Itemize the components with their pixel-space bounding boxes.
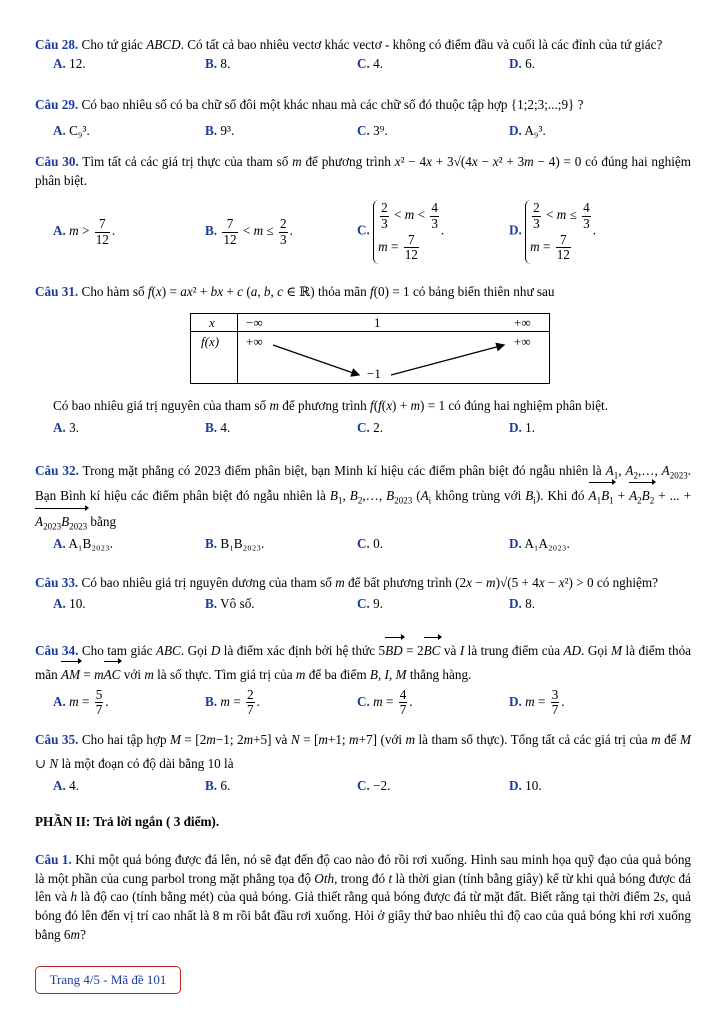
question-30 [35, 153, 691, 272]
option-c[interactable]: C. 2. [357, 420, 384, 436]
question-31-label: Câu 31. [35, 284, 79, 299]
part-2-question-1-label: Câu 1. [35, 852, 72, 867]
option-b[interactable]: B. B₁B₂₀₂₃. [205, 535, 265, 551]
question-34-stem: Câu 34. Cho tam giác ABC. Gọi D là điểm xác định bởi hệ thức 5BD = 2BC và I là trung điểm của AD. Gọi M là điểm thỏa mãn AM = mAC với m là số thực. Tìm giá trị của m để ba điểm B, I, M thẳng hàng. [35, 639, 691, 688]
question-32-stem: Câu 32. Trong mặt phẳng có 2023 điểm phân biệt, bạn Minh kí hiệu các điểm phân biệt đó ngẫu nhiên là $A_1$, $A_2,\dots$, $A_{2023}$. Bạn Bình kí hiệu các điểm phân biệt đó ngẫu nhiên là $B_1$, $B_2,\dots$, $B_{2023}$ ($A_i$ không trùng với $B_i$). Khi đó $A_1B_1 + A_2B_2$ + ... + $A_{2023}B_{2023}$ bằng [35, 459, 691, 535]
question-35-stem: Câu 35. Cho hai tập hợp M = [2m−1; 2m+5] và N = [m+1; m+7] (với m là tham số thực). Tổng tất cả các giá trị của m để M ∪ N là một đoạn có độ dài bằng 10 là [35, 732, 691, 772]
part-2-question-1-stem: Câu 1. Khi một quả bóng được đá lên, nó sẽ đạt đến độ cao nào đó rồi rơi xuống. Hình sau minh họa quỹ đạo của quả bóng là một phần của cung parbol trong mặt phẳng tọa độ Oth, trong đó t là thời gian (tính bằng giây) kể từ khi quả bóng được đá lên và h là độ cao (tính bằng mét) của quả bóng. Giả thiết rằng quả bóng được đá từ mặt đất. Biết rằng tại thời điểm 2s, quả bóng đó lên đến vị trí cao nhất là 8 m rồi bắt đầu rơi xuống. Hỏi ở giây thứ bao nhiêu thì độ cao của quả bóng khi rơi xuống bằng 6m? [35, 852, 692, 942]
question-33-stem: Câu 33. Có bao nhiêu giá trị nguyên dương của tham số m để bất phương trình (2x − m)√(5 + 4x − x²) > 0 có nghiệm? [35, 575, 658, 590]
question-28 [35, 36, 691, 74]
question-35-options [35, 777, 691, 796]
option-d[interactable]: D. 8. [509, 596, 536, 612]
option-a[interactable]: A. m > $\frac{7}{12}$ . [53, 216, 116, 247]
question-31 [35, 283, 691, 302]
table-fx-right: +∞ [514, 334, 531, 349]
question-34-options [35, 688, 691, 722]
option-d[interactable]: D. 6. [509, 55, 536, 71]
option-d[interactable]: D. m = $\frac{3}{7}$ . [509, 686, 565, 718]
arrow-increasing [391, 345, 504, 375]
question-33-options [35, 595, 691, 614]
arrow-decreasing [273, 345, 359, 375]
option-d[interactable]: D. A₉³. [509, 122, 546, 138]
option-b[interactable]: B. $\frac{7}{12}$ < m ≤ $\frac{2}{3}$ . [205, 216, 293, 247]
table-arrows [191, 314, 549, 383]
part-2-title: PHẦN II: Trả lời ngắn ( 3 điểm). [35, 814, 220, 829]
table-x-mid: 1 [374, 315, 381, 330]
option-c[interactable]: C. 3⁹. [357, 122, 388, 138]
question-31-options [35, 419, 691, 438]
option-a[interactable]: A. A₁B₂₀₂₃. [53, 535, 114, 551]
option-d[interactable]: D. A₁A₂₀₂₃. [509, 535, 570, 551]
question-29 [35, 96, 691, 141]
variation-table [190, 313, 550, 384]
question-29-options [35, 122, 691, 141]
question-30-label: Câu 30. [35, 154, 79, 169]
option-d[interactable]: D. $\frac{2}{3}$ < m ≤ $\frac{4}{3}$ m = $\frac{7}{12}$ . [509, 200, 597, 263]
question-31-question: Có bao nhiêu giá trị nguyên của tham số m để phương trình f(f(x) + m) = 1 có đúng hai nghiệm phân biệt. [53, 398, 609, 413]
page-footer: Trang 4/5 - Mã đề 101 [35, 966, 181, 994]
option-d[interactable]: D. 1. [509, 420, 536, 436]
option-b[interactable]: B. m = $\frac{2}{7}$ . [205, 686, 260, 718]
option-c[interactable]: C. 0. [357, 535, 384, 551]
question-30-stem: Câu 30. Tìm tất cả các giá trị thực của tham số m để phương trình x² − 4x + 3√(4x − x² + 3m − 4) = 0 có đúng hai nghiệm phân biệt. [35, 154, 691, 188]
option-c[interactable]: C. $\frac{2}{3}$ < m < $\frac{4}{3}$ m = $\frac{7}{12}$ . [357, 200, 445, 263]
question-32-label: Câu 32. [35, 463, 79, 478]
question-33-label: Câu 33. [35, 575, 79, 590]
table-x-right: +∞ [514, 315, 531, 330]
option-a[interactable]: A. C₉³. [53, 122, 90, 138]
option-c[interactable]: C. −2. [357, 777, 391, 793]
question-28-label: Câu 28. [35, 37, 79, 52]
table-fx-left: +∞ [246, 334, 263, 349]
question-30-options [35, 190, 691, 272]
question-28-stem: Câu 28. Cho tứ giác ABCD. Có tất cả bao nhiêu vectơ khác vectơ - không có điểm đầu và cuối là các đỉnh của tứ giác? [35, 37, 663, 52]
option-d[interactable]: D. 10. [509, 777, 542, 793]
question-29-stem: Câu 29. Có bao nhiêu số có ba chữ số đôi một khác nhau mà các chữ số đó thuộc tập hợp {1;2;3;...;9} ? [35, 97, 584, 112]
option-a[interactable]: A. 4. [53, 777, 80, 793]
table-x-left: −∞ [246, 315, 263, 330]
question-28-options [35, 55, 691, 74]
option-a[interactable]: A. 3. [53, 420, 80, 436]
option-a[interactable]: A. 10. [53, 596, 86, 612]
question-32 [35, 459, 691, 554]
question-35 [35, 728, 691, 796]
option-c[interactable]: C. 9. [357, 596, 384, 612]
option-a[interactable]: A. 12. [53, 55, 86, 71]
option-a[interactable]: A. m = $\frac{5}{7}$ . [53, 686, 109, 718]
table-x-label: x [209, 315, 215, 330]
question-32-options [35, 535, 691, 554]
question-33 [35, 571, 691, 614]
option-c[interactable]: C. m = $\frac{4}{7}$ . [357, 686, 413, 718]
question-31-stem: Câu 31. Cho hàm số f(x) = ax² + bx + c (a, b, c ∈ ℝ) thỏa mãn f(0) = 1 có bảng biến thiên như sau [35, 284, 555, 299]
question-34 [35, 639, 691, 722]
question-29-label: Câu 29. [35, 97, 79, 112]
option-c[interactable]: C. 4. [357, 55, 384, 71]
table-fx-min: −1 [367, 366, 381, 381]
option-b[interactable]: B. 6. [205, 777, 231, 793]
option-b[interactable]: B. 4. [205, 420, 231, 436]
option-b[interactable]: B. 8. [205, 55, 231, 71]
option-b[interactable]: B. Vô số. [205, 596, 255, 612]
table-fx-label: f(x) [201, 334, 220, 349]
question-31-body [35, 393, 691, 438]
part-2-question-1 [35, 851, 691, 945]
question-35-label: Câu 35. [35, 732, 79, 747]
option-b[interactable]: B. 9³. [205, 122, 235, 138]
question-34-label: Câu 34. [35, 643, 79, 658]
